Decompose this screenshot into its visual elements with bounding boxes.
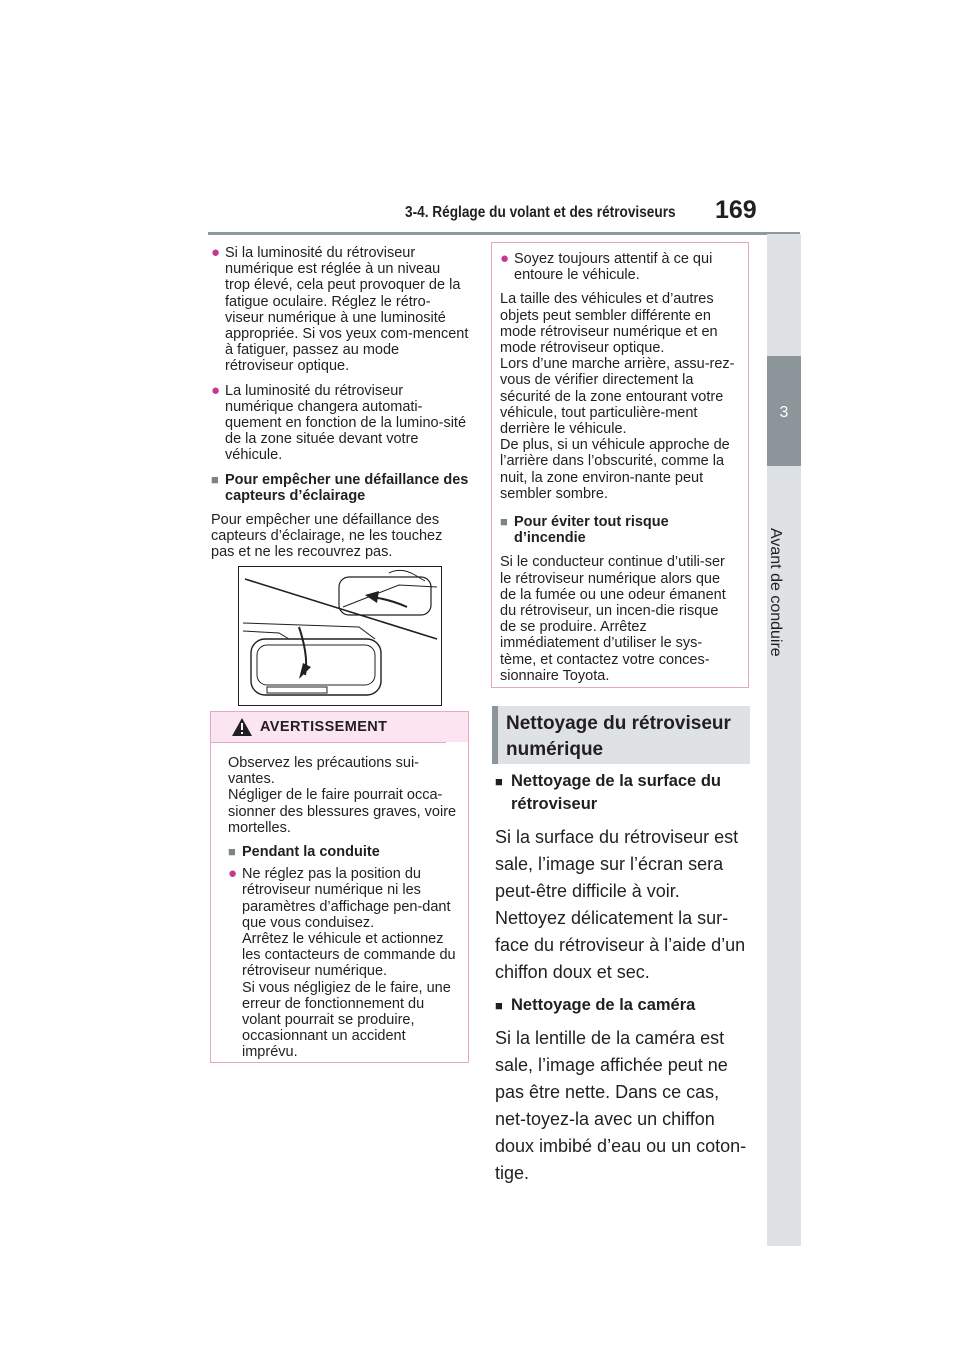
bullet-icon: ● — [211, 381, 221, 399]
paragraph: Négliger de le faire pourrait occa-sionner des blessures graves, voire mortelles. — [228, 787, 457, 836]
list-item-text: Si la luminosité du rétroviseur numérique est réglée à un niveau trop élevé, cela peut provoquer de la fatigue oculaire. Réglez le rétro-viseur numérique à une luminosité appropriée. Si vos yeux com-mencent à fatiguer, passez au mode rétroviseur optique. — [225, 245, 469, 375]
list-item-text — [242, 866, 464, 1060]
warning-label: AVERTISSEMENT — [260, 719, 388, 735]
subheading-text: Pendant la conduite — [242, 844, 380, 861]
square-bullet-icon: ■ — [228, 844, 236, 860]
section-heading — [492, 706, 750, 764]
square-bullet-icon: ■ — [211, 471, 219, 487]
list-item — [228, 866, 464, 1060]
side-tab-label: Avant de conduire — [767, 528, 784, 657]
square-bullet-icon: ■ — [500, 514, 508, 530]
page-number: 169 — [715, 196, 757, 224]
left-column — [211, 245, 469, 561]
warning-box — [210, 711, 469, 1063]
bullet-icon: ● — [211, 244, 221, 261]
digital-mirror-drawing — [239, 567, 441, 705]
paragraph: De plus, si un véhicule approche de l’arrière dans l’obscurité, comme la nuit, la zone environ-nante peut sembler sombre. — [500, 437, 730, 502]
list-item-text: Soyez toujours attentif à ce qui entoure le véhicule. — [514, 251, 713, 284]
subheading — [211, 472, 469, 504]
list-item-text: La luminosité du rétroviseur numérique changera automati-quement en fonction de la lumino-sité de la zone située devant votre véhicule. — [225, 382, 467, 464]
section-title: 3-4. Réglage du volant et des rétroviseurs — [405, 204, 676, 221]
subheading-text: Nettoyage de la caméra — [511, 996, 696, 1014]
subheading-text: Nettoyage de la surface du rétroviseur — [511, 772, 721, 813]
paragraph: Lors d’une marche arrière, assu-rez-vous de vérifier directement la sécurité de la zone entourant votre véhicule, tout particulière-ment derrière le véhicule. — [500, 356, 735, 438]
list-item — [211, 245, 469, 375]
caution-box — [491, 242, 749, 688]
side-tab-top — [767, 234, 801, 356]
paragraph: La taille des véhicules et d’autres objets peut sembler différente en mode rétroviseur numérique et en mode rétroviseur optique. — [500, 291, 718, 357]
paragraph: Pour empêcher une défaillance des capteurs d’éclairage, ne les touchez pas et ne les recouvrez pas. — [211, 512, 443, 561]
subheading-text: Pour empêcher une défaillance des capteurs d’éclairage — [225, 471, 469, 504]
paragraph: Si la lentille de la caméra est sale, l’image affichée peut ne pas être nette. Dans ce cas, net-toyez-la avec un chiffon doux imbibé d’eau ou un coton-tige. — [495, 1028, 747, 1183]
warning-divider — [211, 742, 446, 743]
warning-body — [228, 755, 464, 1061]
side-tab-number: 3 — [779, 404, 789, 421]
square-bullet-icon: ■ — [495, 998, 503, 1013]
list-item-text-part: Si vous négligiez de le faire, une erreur de fonctionnement du volant pourrait se produire, occasionnant un accident imprévu. — [242, 979, 451, 1061]
square-bullet-icon: ■ — [495, 774, 503, 789]
section-heading-text: Nettoyage du rétroviseur numérique — [506, 713, 731, 760]
subheading — [495, 770, 753, 816]
list-item — [211, 383, 469, 464]
paragraph: Si la surface du rétroviseur est sale, l’image sur l’écran sera peut-être difficile à voir. Nettoyez délicatement la sur-face du rétroviseur à l’aide d’un chiffon doux et sec. — [495, 827, 746, 982]
mirror-illustration — [238, 566, 442, 706]
subheading-text: Pour éviter tout risque d’incendie — [514, 514, 669, 547]
paragraph: Si le conducteur continue d’utili-ser le rétroviseur numérique alors que de la fumée ou une odeur émanent du rétroviseur, un incen-die risque de se produire. Arrêtez immédiatement d’utiliser le sys-tème, et contactez votre conces-sionnaire Toyota. — [500, 554, 726, 684]
header-rule — [208, 232, 800, 235]
cleaning-instructions — [495, 770, 753, 1187]
section-heading-bar — [492, 706, 498, 764]
list-item-text-part: Ne réglez pas la position du rétroviseur numérique ni les paramètres d’affichage pen-dant que vous conduisez. — [242, 866, 451, 931]
bullet-icon: ● — [500, 250, 510, 267]
bullet-icon: ● — [228, 865, 238, 883]
subheading — [500, 514, 738, 546]
paragraph: Observez les précautions sui-vantes. — [228, 755, 419, 788]
list-item-text-part: Arrêtez le véhicule et actionnez les contacteurs de commande du rétroviseur numérique. — [242, 931, 456, 980]
warning-triangle-icon — [232, 718, 252, 736]
subheading — [495, 994, 753, 1017]
subheading — [228, 844, 464, 860]
list-item — [500, 251, 738, 283]
